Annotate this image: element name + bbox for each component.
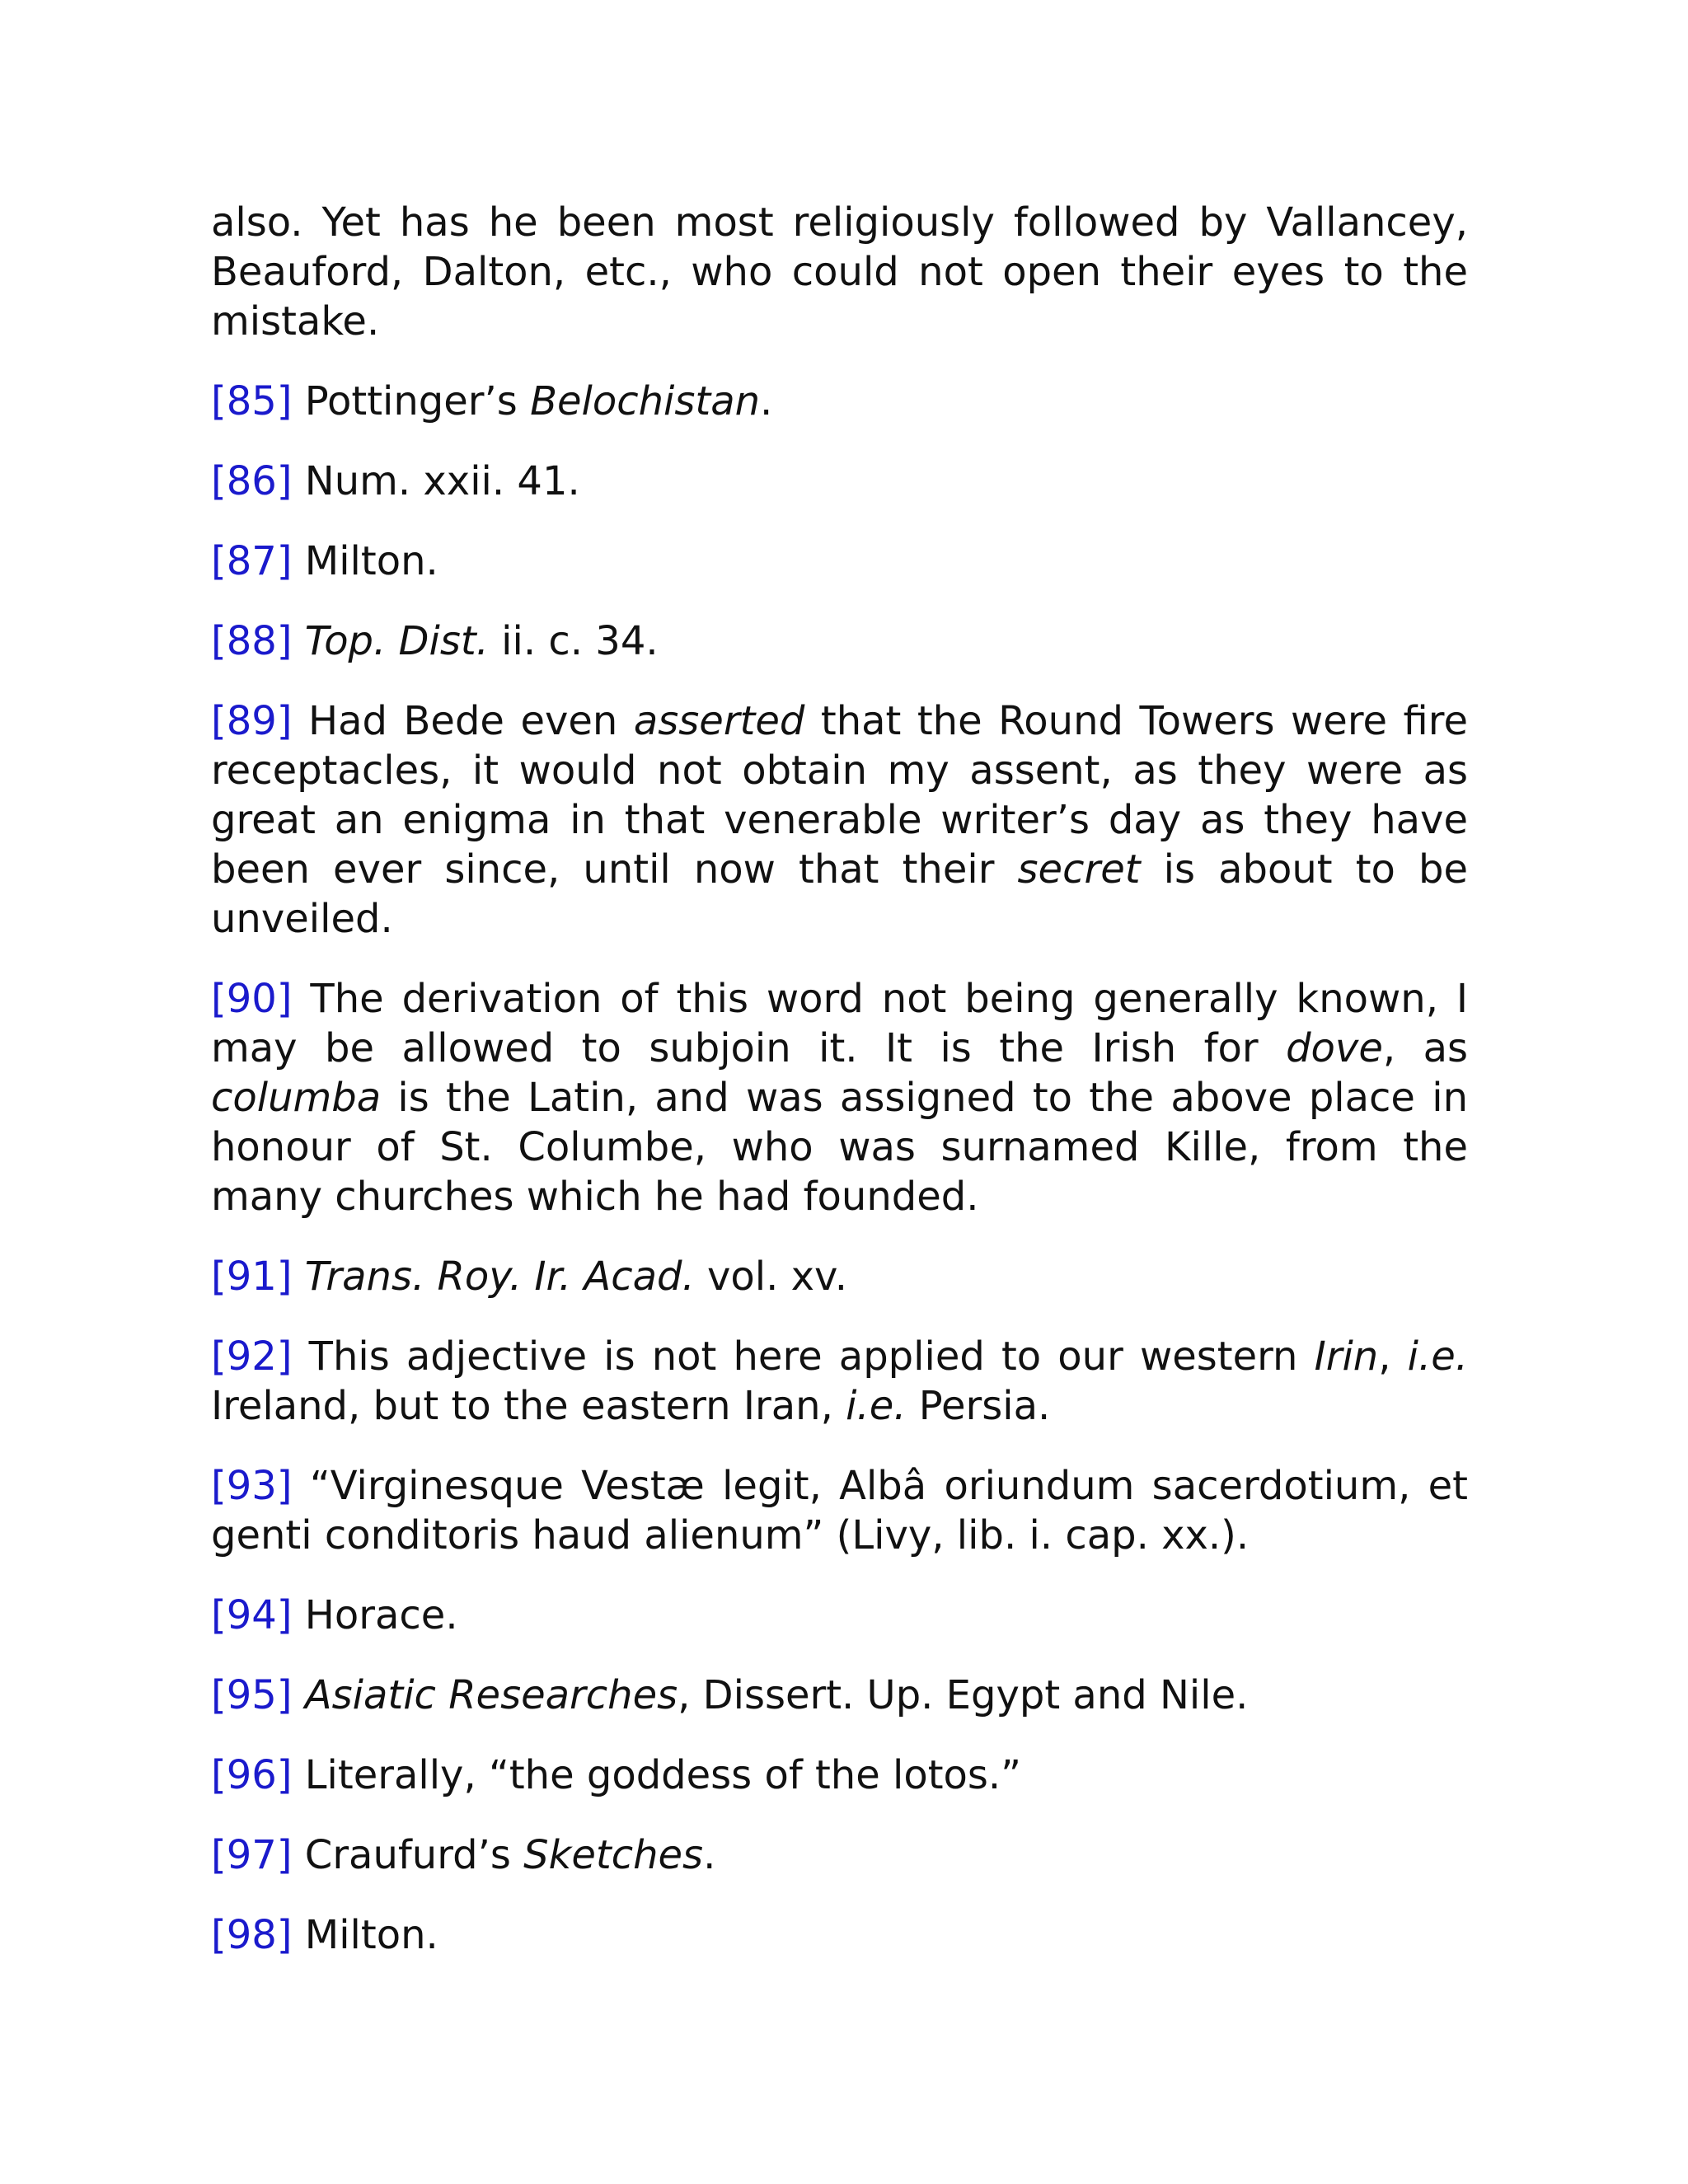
footnote-text: Pottinger’s xyxy=(304,378,531,424)
footnote-text: vol. xv. xyxy=(694,1254,847,1300)
italic-text: secret xyxy=(1017,846,1141,893)
footnote-paragraph xyxy=(211,1461,1468,1560)
footnote-text: Horace. xyxy=(304,1592,458,1638)
italic-text: i.e. xyxy=(1407,1333,1469,1380)
footnote-link[interactable]: [92] xyxy=(211,1333,293,1380)
italic-text: dove xyxy=(1286,1025,1383,1071)
footnote-text: , as xyxy=(1382,1025,1468,1071)
footnote-text: is about to be unveiled. xyxy=(211,846,1469,942)
footnote-text: The derivation of this word not being generally known, I may be allowed to subjoin it. It is the Irish for xyxy=(211,976,1468,1071)
footnote-link[interactable]: [93] xyxy=(211,1463,293,1509)
italic-text: Top. Dist. xyxy=(304,618,489,664)
footnote-text: Ireland, but to the eastern Iran, xyxy=(211,1383,846,1429)
footnote-paragraph xyxy=(211,1591,1468,1640)
footnote-paragraph xyxy=(211,198,1468,346)
footnote-link[interactable]: [86] xyxy=(211,458,293,504)
footnote-link[interactable]: [87] xyxy=(211,538,293,584)
footnote-text: Milton. xyxy=(304,538,438,584)
footnote-text: is the Latin, and was assigned to the above place in honour of St. Columbe, who was surnamed Kille, from the many churches which he had founded. xyxy=(211,1075,1468,1220)
footnote-paragraph xyxy=(211,1910,1468,1960)
footnote-paragraph xyxy=(211,1252,1468,1301)
footnote-link[interactable]: [94] xyxy=(211,1592,293,1638)
footnote-paragraph xyxy=(211,457,1468,506)
italic-text: columba xyxy=(211,1075,382,1121)
footnote-paragraph xyxy=(211,1671,1468,1720)
italic-text: Belochistan xyxy=(530,378,761,424)
footnote-link[interactable]: [98] xyxy=(211,1912,293,1958)
footnote-text: Persia. xyxy=(906,1383,1051,1429)
italic-text: Trans. Roy. Ir. Acad. xyxy=(304,1254,695,1300)
footnote-link[interactable]: [91] xyxy=(211,1254,293,1300)
footnote-link[interactable]: [88] xyxy=(211,618,293,664)
footnote-text: “Virginesque Vestæ legit, Albâ oriundum sacerdotium, et genti conditoris haud alienum” (Livy, lib. i. cap. xx.). xyxy=(211,1463,1468,1558)
footnote-paragraph xyxy=(211,616,1468,666)
footnote-link[interactable]: [96] xyxy=(211,1752,293,1798)
footnote-text: Milton. xyxy=(304,1912,438,1958)
footnote-text: ii. c. 34. xyxy=(488,618,659,664)
footnote-paragraph xyxy=(211,696,1468,944)
footnote-link[interactable]: [90] xyxy=(211,976,293,1022)
footnote-text: . xyxy=(760,378,773,424)
footnote-paragraph xyxy=(211,537,1468,586)
footnote-text: , xyxy=(1378,1333,1408,1380)
footnote-text: Num. xxii. 41. xyxy=(304,458,580,504)
footnote-text: , Dissert. Up. Egypt and Nile. xyxy=(678,1672,1249,1718)
footnote-paragraph xyxy=(211,377,1468,426)
footnote-link[interactable]: [95] xyxy=(211,1672,293,1718)
footnote-text: Craufurd’s xyxy=(304,1832,524,1878)
footnote-link[interactable]: [97] xyxy=(211,1832,293,1878)
italic-text: Asiatic Researches xyxy=(304,1672,678,1718)
footnote-paragraph xyxy=(211,1332,1468,1431)
footnote-text: that the Round Towers were fire receptacles, it would not obtain my assent, as they were as great an enigma in that venerable writer’s day as they have been ever since, until now that their xyxy=(211,698,1468,893)
footnote-text: Had Bede even xyxy=(308,698,634,744)
italic-text: Irin xyxy=(1314,1333,1379,1380)
italic-text: i.e. xyxy=(846,1383,907,1429)
footnote-paragraph xyxy=(211,1750,1468,1800)
italic-text: asserted xyxy=(633,698,805,744)
footnotes-page xyxy=(211,198,1468,1990)
footnote-paragraph xyxy=(211,1830,1468,1880)
footnote-paragraph xyxy=(211,974,1468,1221)
footnote-text: This adjective is not here applied to our western xyxy=(308,1333,1315,1380)
footnote-text: also. Yet has he been most religiously followed by Vallancey, Beauford, Dalton, etc., who could not open their eyes to the mistake. xyxy=(211,199,1468,344)
footnote-link[interactable]: [85] xyxy=(211,378,293,424)
italic-text: Sketches xyxy=(523,1832,704,1878)
footnote-text: Literally, “the goddess of the lotos.” xyxy=(304,1752,1022,1798)
footnote-link[interactable]: [89] xyxy=(211,698,293,744)
footnote-text: . xyxy=(703,1832,716,1878)
